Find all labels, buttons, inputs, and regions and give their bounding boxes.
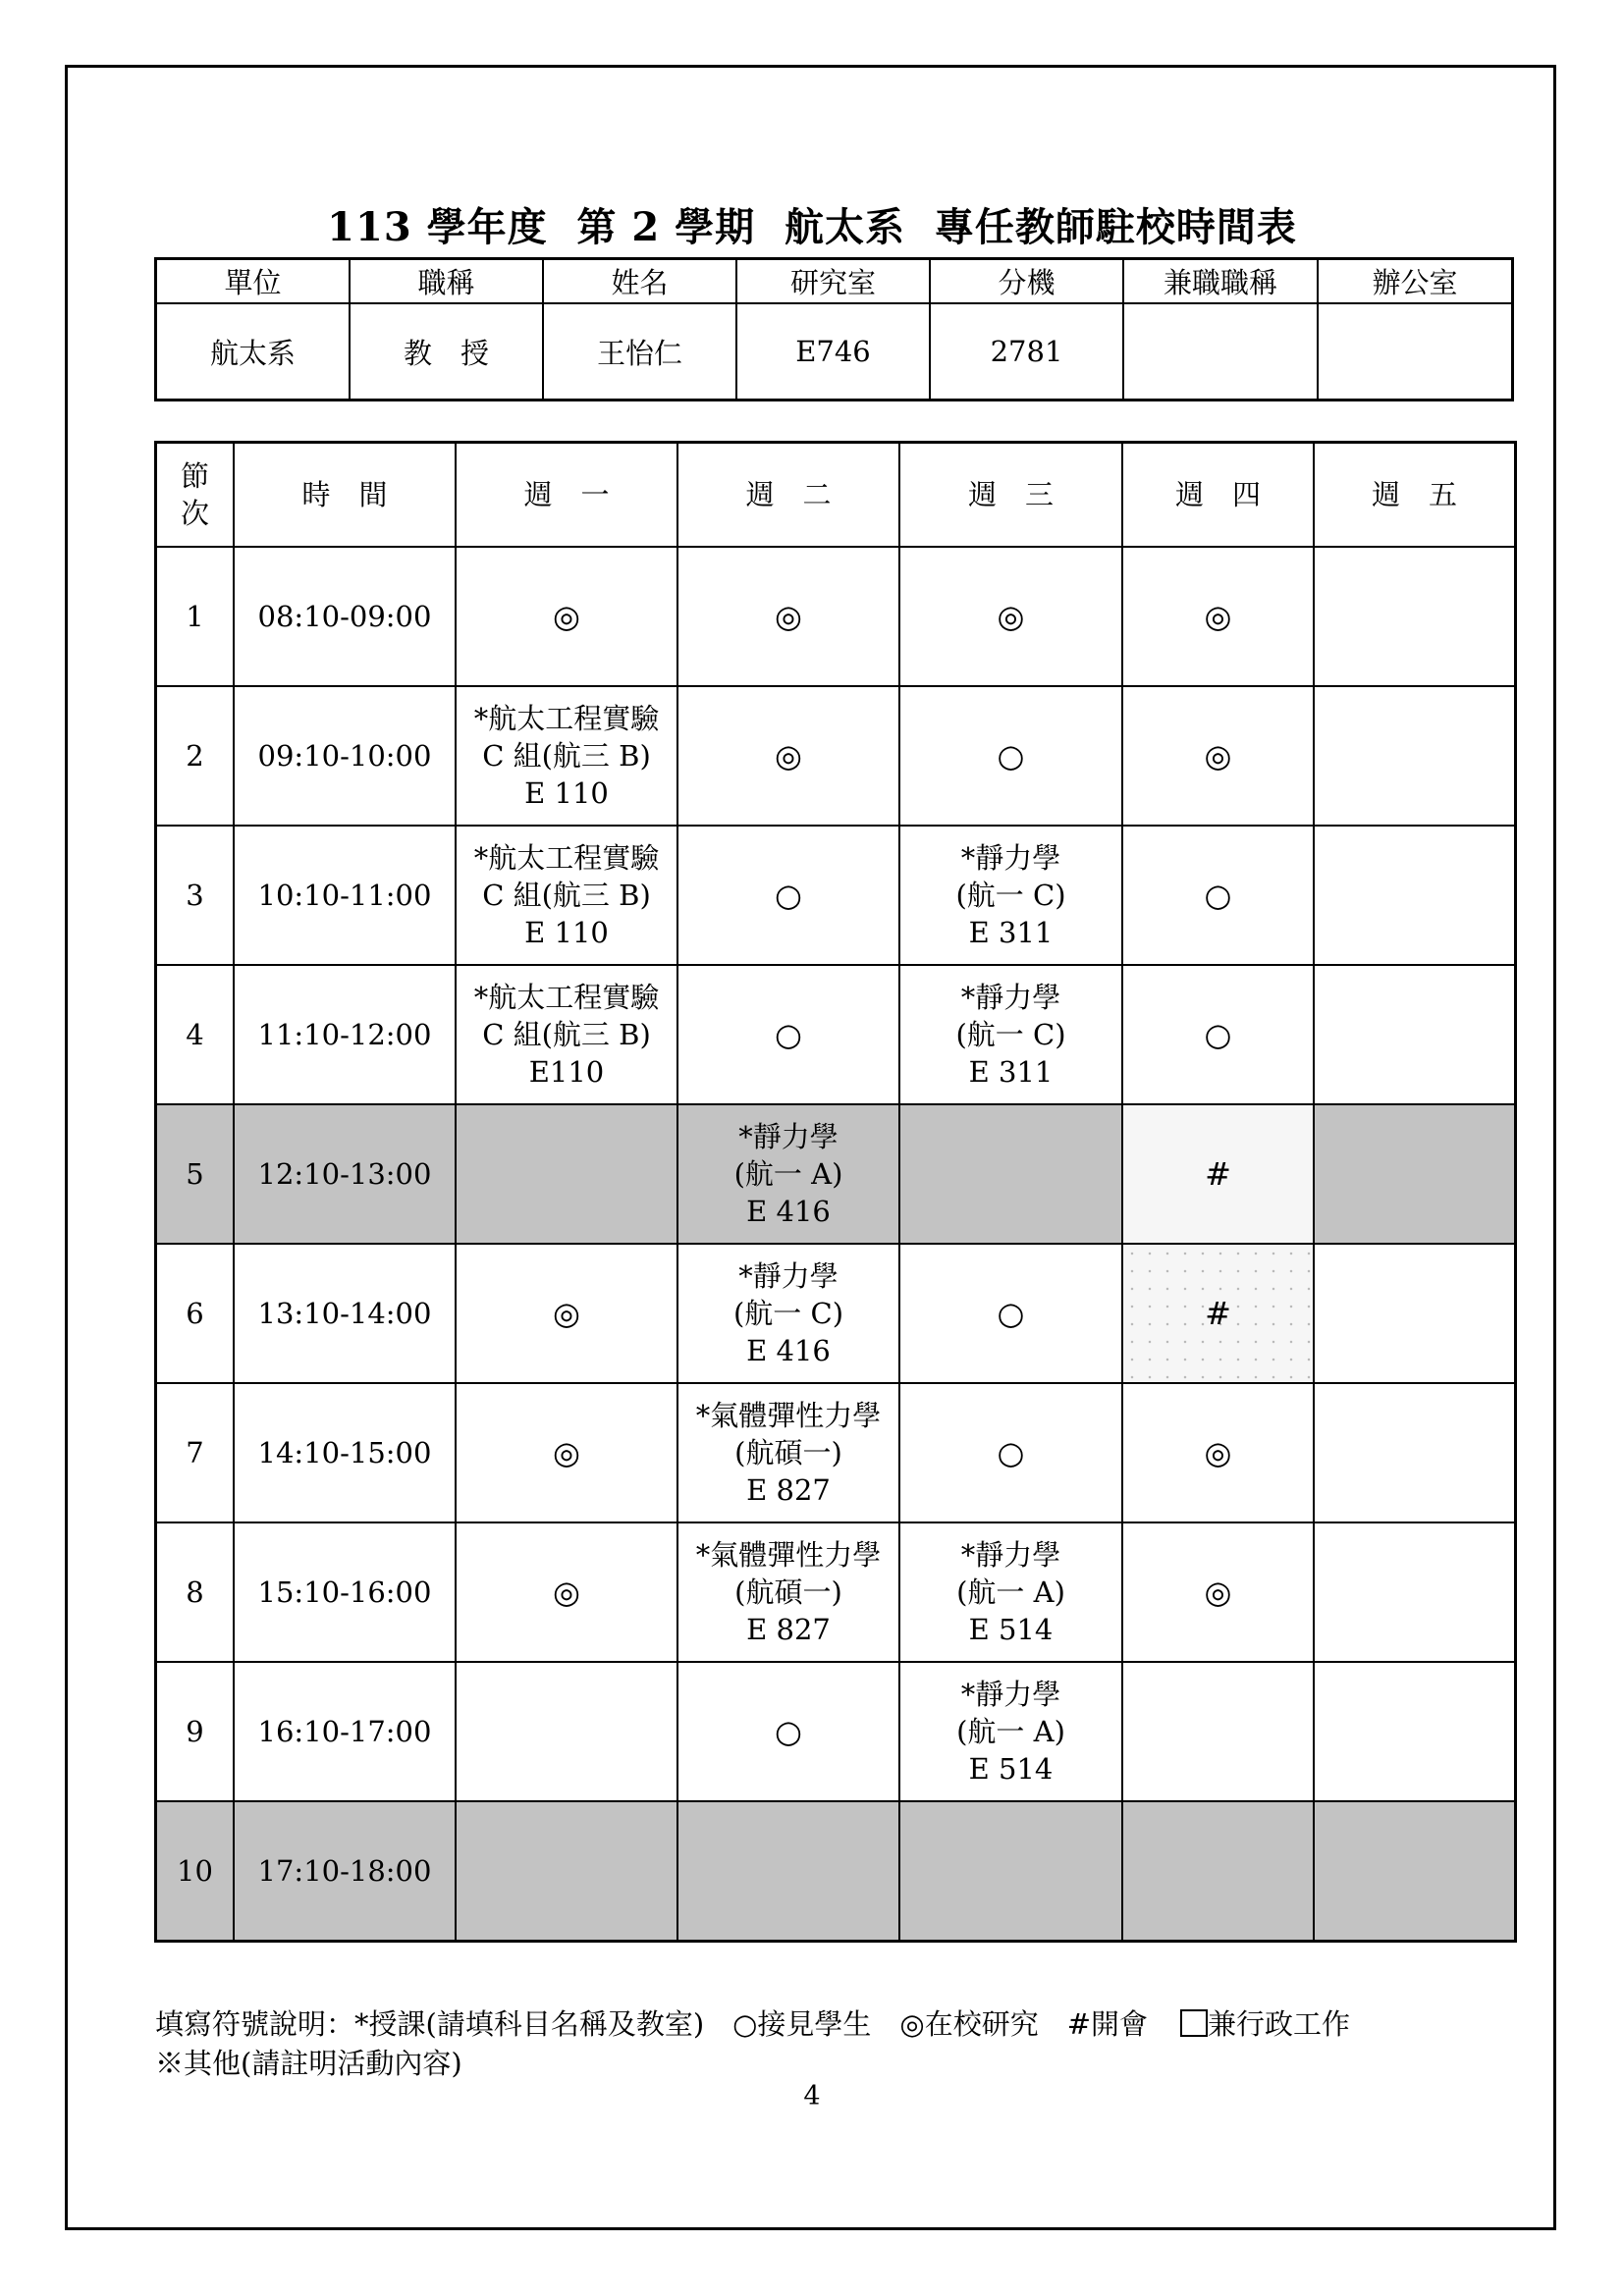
slot-text: C 組(航三 B) [482,739,651,773]
info-header-admin-office: 辦公室 [1318,259,1512,303]
slot-wednesday [899,686,1122,826]
slot-wednesday [899,965,1122,1104]
slot-monday [456,547,677,686]
slot-tuesday [677,1522,899,1662]
info-name: 王怡仁 [543,303,736,400]
slot-friday [1314,1244,1515,1383]
slot-text: ◎ [775,737,802,774]
slot-monday [456,965,677,1104]
schedule-row [156,1522,1515,1662]
slot-text: *靜力學 [960,1538,1061,1572]
time-cell: 17:10-18:00 [234,1801,456,1941]
legend-admin-work: 兼行政工作 [1208,2007,1351,2041]
slot-text: *靜力學 [960,1678,1061,1711]
slot-text: (航一 A) [956,1575,1065,1609]
slot-tuesday [677,686,899,826]
slot-thursday [1122,1104,1314,1244]
schedule-row [156,686,1515,826]
header-thursday: 週 四 [1122,443,1314,547]
slot-text: ○ [775,1713,802,1750]
slot-wednesday [899,1522,1122,1662]
slot-text: (航一 A) [956,1715,1065,1748]
info-extension: 2781 [930,303,1123,400]
slot-tuesday [677,1104,899,1244]
slot-wednesday [899,826,1122,965]
slot-wednesday [899,1244,1122,1383]
slot-thursday [1122,965,1314,1104]
period-cell: 3 [156,826,234,965]
slot-tuesday [677,1662,899,1801]
slot-wednesday [899,1104,1122,1244]
time-cell: 10:10-11:00 [234,826,456,965]
period-cell: 6 [156,1244,234,1383]
slot-thursday [1122,686,1314,826]
slot-text: ◎ [553,598,580,635]
slot-text: ◎ [553,1434,580,1471]
info-header-title: 職稱 [350,259,543,303]
slot-friday [1314,826,1515,965]
slot-text: ○ [997,1295,1025,1332]
slot-friday [1314,1104,1515,1244]
period-cell: 1 [156,547,234,686]
slot-text: E 311 [968,916,1054,949]
slot-text: ◎ [997,598,1025,635]
slot-thursday [1122,826,1314,965]
slot-monday [456,1104,677,1244]
slot-thursday [1122,1522,1314,1662]
slot-thursday [1122,1244,1314,1383]
slot-text: E 514 [968,1613,1054,1646]
slot-thursday [1122,1383,1314,1522]
header-period-line: 次 [180,497,209,530]
slot-text: ○ [1204,877,1232,914]
slot-text: C 組(航三 B) [482,879,651,912]
info-header-concurrent-title: 兼職職稱 [1123,259,1318,303]
slot-text: *靜力學 [738,1120,839,1153]
slot-text: ◎ [1204,598,1232,635]
info-header-row [156,259,1512,303]
slot-text: ◎ [553,1295,580,1332]
period-cell: 5 [156,1104,234,1244]
slot-text: (航一 C) [955,1018,1066,1051]
slot-text: *航太工程實驗 [473,981,660,1014]
info-header-extension: 分機 [930,259,1123,303]
symbol-legend [155,2004,1350,2083]
slot-wednesday [899,547,1122,686]
slot-tuesday [677,826,899,965]
slot-text: (航一 C) [955,879,1066,912]
slot-thursday [1122,1662,1314,1801]
slot-wednesday [899,1801,1122,1941]
slot-text: ◎ [775,598,802,635]
slot-thursday [1122,1801,1314,1941]
slot-text: E 416 [746,1334,831,1367]
legend-line-1 [155,2007,1350,2041]
slot-monday [456,1522,677,1662]
slot-text: *航太工程實驗 [473,841,660,875]
slot-text: *靜力學 [960,841,1061,875]
slot-thursday [1122,547,1314,686]
period-cell: 4 [156,965,234,1104]
period-cell: 2 [156,686,234,826]
slot-text: E110 [528,1055,605,1089]
legend-line-2: ※其他(請註明活動內容) [155,2047,462,2080]
time-cell: 11:10-12:00 [234,965,456,1104]
slot-text: E 827 [746,1473,831,1507]
schedule-row [156,965,1515,1104]
schedule-table [155,442,1516,1942]
header-period [156,443,234,547]
info-value-row [156,303,1512,400]
slot-text: # [1205,1155,1231,1193]
slot-tuesday [677,1244,899,1383]
slot-text: ○ [997,1434,1025,1471]
slot-text: C 組(航三 B) [482,1018,651,1051]
slot-text: (航碩一) [734,1575,842,1609]
slot-monday [456,1662,677,1801]
slot-text: *靜力學 [738,1259,839,1293]
time-cell: 15:10-16:00 [234,1522,456,1662]
schedule-row [156,1383,1515,1522]
slot-monday [456,1383,677,1522]
slot-text: (航一 A) [733,1157,843,1191]
time-cell: 13:10-14:00 [234,1244,456,1383]
checkbox-icon [1180,2009,1208,2037]
slot-friday [1314,965,1515,1104]
slot-text: (航一 C) [732,1297,844,1330]
page-number: 4 [803,2081,821,2111]
info-office-room: E746 [736,303,930,400]
slot-tuesday [677,1383,899,1522]
period-cell: 9 [156,1662,234,1801]
slot-text: ○ [997,737,1025,774]
schedule-row [156,1662,1515,1801]
period-cell: 8 [156,1522,234,1662]
time-cell: 09:10-10:00 [234,686,456,826]
slot-text: *氣體彈性力學 [695,1399,882,1432]
info-unit: 航太系 [156,303,350,400]
slot-text: E 311 [968,1055,1054,1089]
header-tuesday: 週 二 [677,443,899,547]
schedule-row [156,826,1515,965]
slot-text: E 827 [746,1613,831,1646]
time-cell: 16:10-17:00 [234,1662,456,1801]
slot-text: E 416 [746,1195,831,1228]
schedule-row [156,1104,1515,1244]
info-title: 教 授 [350,303,543,400]
period-cell: 7 [156,1383,234,1522]
slot-text: ○ [1204,1016,1232,1053]
period-cell: 10 [156,1801,234,1941]
slot-friday [1314,1801,1515,1941]
slot-text: ◎ [1204,737,1232,774]
slot-monday [456,1244,677,1383]
slot-tuesday [677,1801,899,1941]
slot-monday [456,826,677,965]
schedule-row [156,1244,1515,1383]
slot-friday [1314,1522,1515,1662]
slot-text: ◎ [553,1574,580,1611]
info-header-name: 姓名 [543,259,736,303]
time-cell: 14:10-15:00 [234,1383,456,1522]
slot-text: *靜力學 [960,981,1061,1014]
schedule-row [156,547,1515,686]
slot-text: E 110 [524,916,609,949]
slot-text: ○ [775,1016,802,1053]
schedule-header-row [156,443,1515,547]
slot-friday [1314,686,1515,826]
info-concurrent-title [1123,303,1318,400]
slot-text: *航太工程實驗 [473,702,660,735]
slot-text: ◎ [1204,1574,1232,1611]
time-cell: 12:10-13:00 [234,1104,456,1244]
slot-text: *氣體彈性力學 [695,1538,882,1572]
info-header-unit: 單位 [156,259,350,303]
teacher-info-table [155,258,1513,400]
slot-friday [1314,547,1515,686]
info-header-office-room: 研究室 [736,259,930,303]
schedule-row [156,1801,1515,1941]
slot-wednesday [899,1383,1122,1522]
page-title: 113 學年度 第 2 學期 航太系 專任教師駐校時間表 [327,204,1297,250]
slot-text: ◎ [1204,1434,1232,1471]
slot-text: ○ [775,877,802,914]
slot-monday [456,686,677,826]
slot-friday [1314,1383,1515,1522]
header-period-line: 節 [180,459,209,493]
slot-monday [456,1801,677,1941]
slot-text: E 110 [524,776,609,810]
legend-symbols: 填寫符號說明：*授課(請填科目名稱及教室) ○接見學生 ◎在校研究 #開會 [155,2007,1177,2041]
slot-text: E 514 [968,1752,1054,1786]
info-admin-office [1318,303,1512,400]
header-monday: 週 一 [456,443,677,547]
slot-friday [1314,1662,1515,1801]
slot-text: # [1205,1295,1231,1332]
header-wednesday: 週 三 [899,443,1122,547]
slot-tuesday [677,547,899,686]
slot-wednesday [899,1662,1122,1801]
slot-text: (航碩一) [734,1436,842,1469]
header-time: 時 間 [234,443,456,547]
slot-tuesday [677,965,899,1104]
time-cell: 08:10-09:00 [234,547,456,686]
header-friday: 週 五 [1314,443,1515,547]
